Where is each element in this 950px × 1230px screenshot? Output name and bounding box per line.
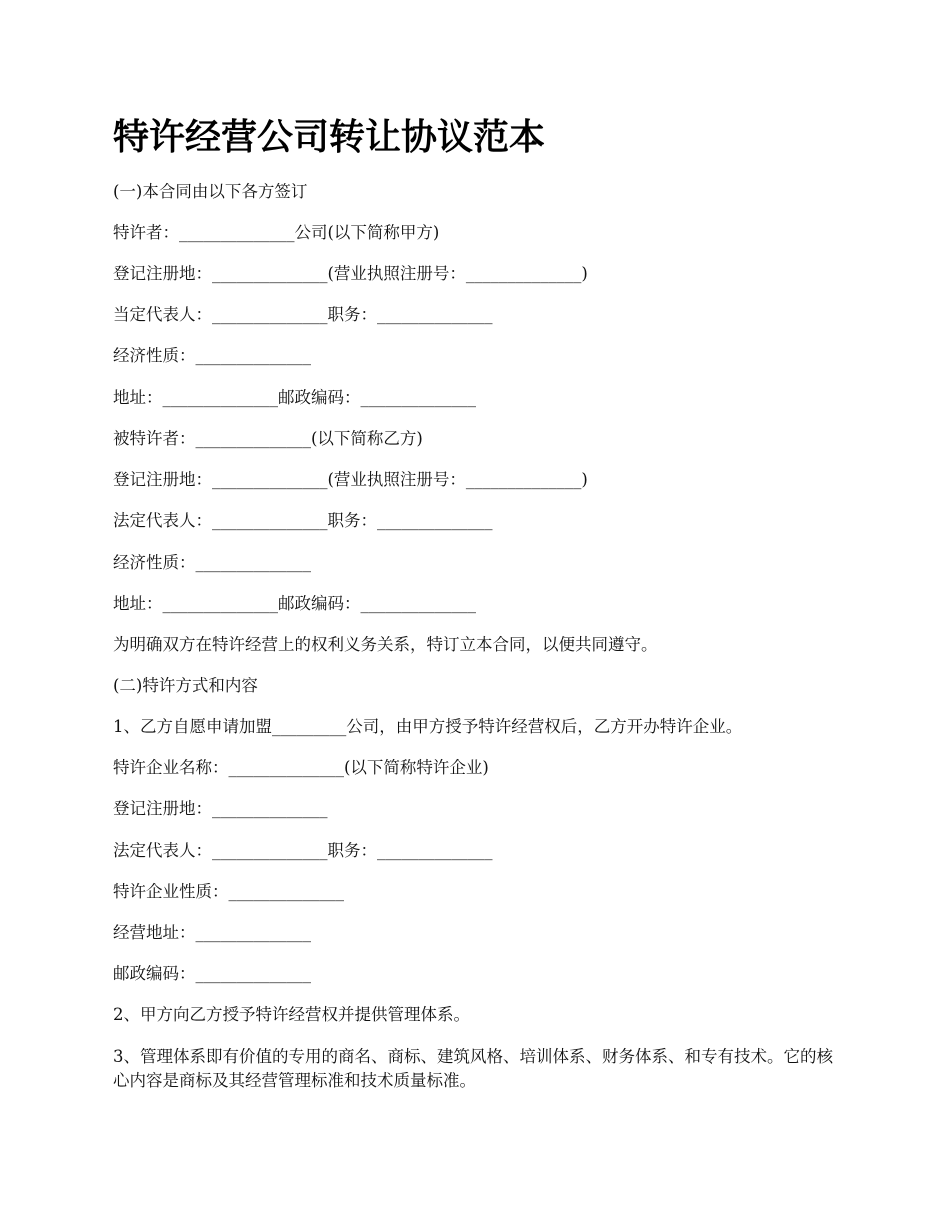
paragraph: 登记注册地：______________	[113, 799, 328, 818]
paragraph: 特许企业性质：______________	[113, 882, 344, 901]
paragraph: 1、乙方自愿申请加盟_________公司，由甲方授予特许经营权后，乙方开办特许企业。	[113, 717, 743, 736]
paragraph: 特许者：______________公司(以下简称甲方)	[113, 223, 440, 242]
paragraph: 邮政编码：______________	[113, 964, 311, 983]
paragraph: 经济性质：______________	[113, 346, 311, 365]
paragraph: 当定代表人：______________职务：______________	[113, 305, 493, 324]
paragraph: 被特许者：______________(以下简称乙方)	[113, 429, 423, 448]
paragraph: 地址：______________邮政编码：______________	[113, 388, 476, 407]
document-title: 特许经营公司转让协议范本	[113, 116, 546, 158]
paragraph: 登记注册地：______________(营业执照注册号：______________)	[113, 264, 588, 283]
paragraph: 法定代表人：______________职务：______________	[113, 841, 493, 860]
paragraph: 法定代表人：______________职务：______________	[113, 511, 493, 530]
section-heading: (二)特许方式和内容	[113, 676, 258, 695]
paragraph: 2、甲方向乙方授予特许经营权并提供管理体系。	[113, 1005, 470, 1024]
paragraph: 特许企业名称：______________(以下简称特许企业)	[113, 758, 489, 777]
paragraph: 3、管理体系即有价值的专用的商名、商标、建筑风格、培训体系、财务体系、和专有技术。它的核心内容是商标及其经营管理标准和技术质量标准。	[113, 1047, 833, 1090]
paragraph: 地址：______________邮政编码：______________	[113, 594, 476, 613]
paragraph: 经济性质：______________	[113, 553, 311, 572]
section-heading: (一)本合同由以下各方签订	[113, 182, 308, 201]
paragraph: 为明确双方在特许经营上的权利义务关系，特订立本合同，以便共同遵守。	[113, 635, 658, 654]
paragraph: 经营地址：______________	[113, 923, 311, 942]
paragraph: 登记注册地：______________(营业执照注册号：______________)	[113, 470, 588, 489]
